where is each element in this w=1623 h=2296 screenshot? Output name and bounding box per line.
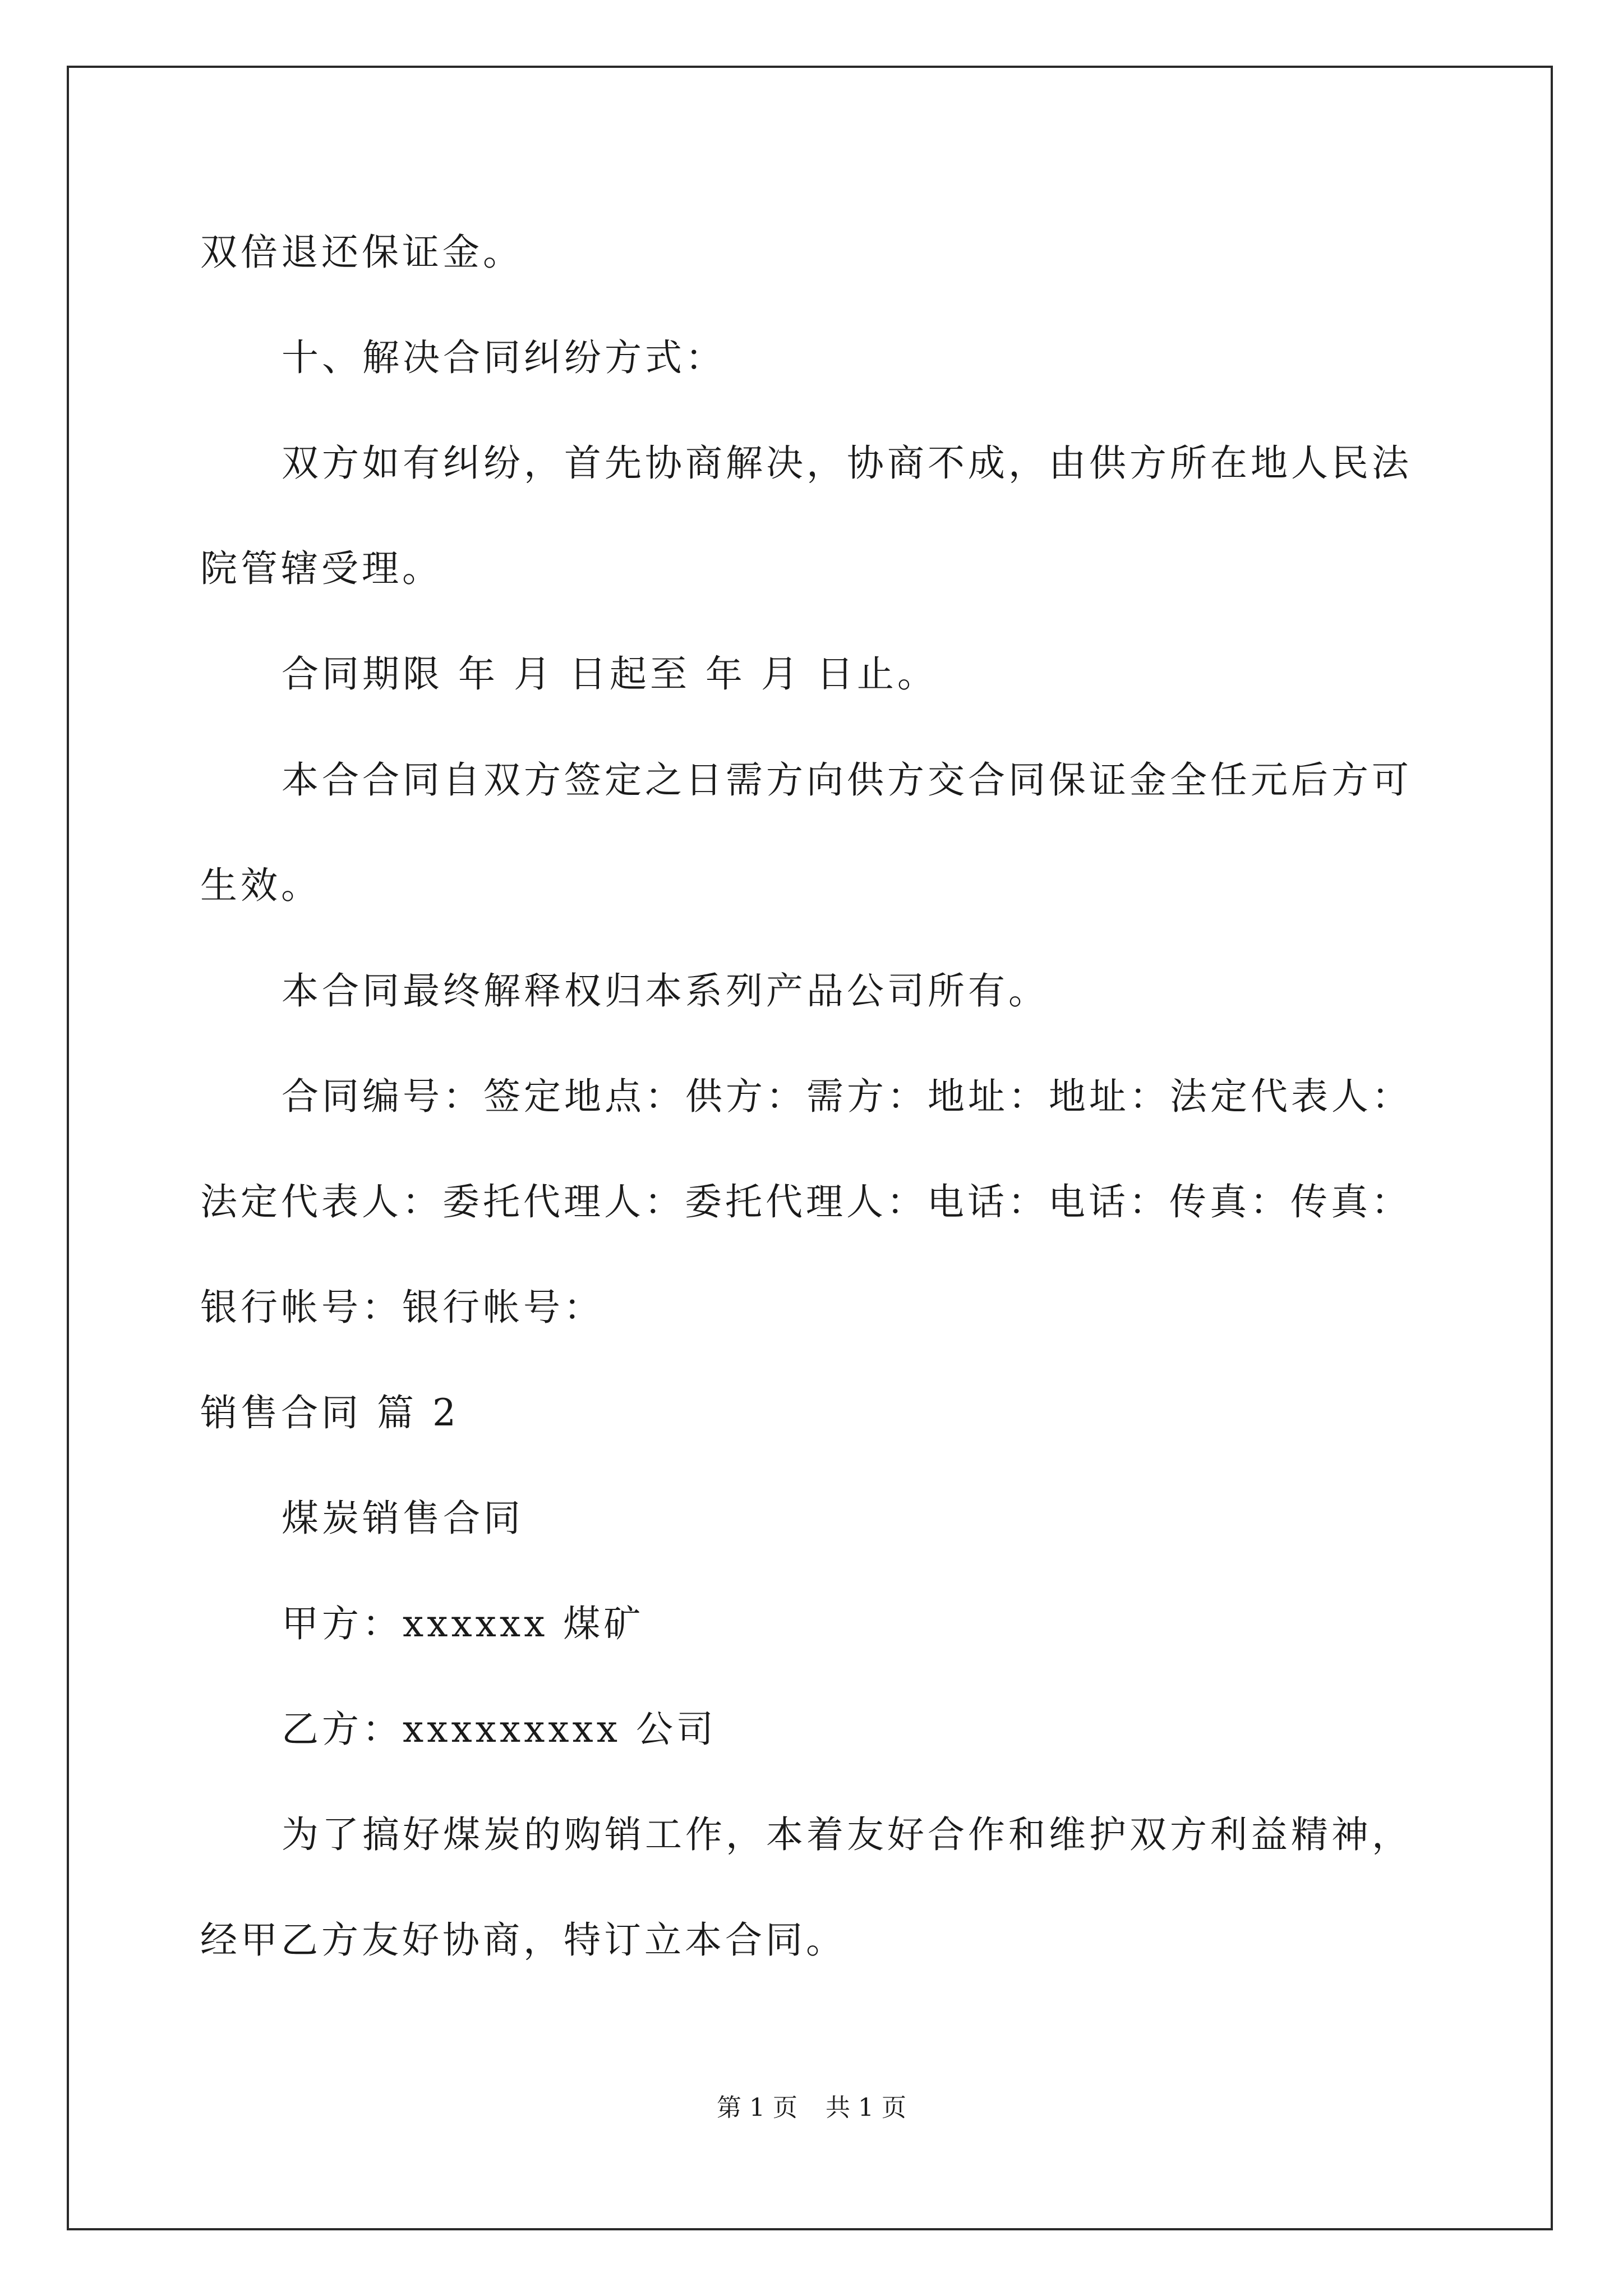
text-line: 为了搞好煤炭的购销工作，本着友好合作和维护双方利益精神， [282, 1813, 1412, 1856]
text-line: 合同期限 年 月 日起至 年 月 日止。 [282, 652, 938, 696]
text-line: 本合合同自双方签定之日需方向供方交合同保证金全任元后方可 [282, 758, 1412, 802]
party-b: 乙方：xxxxxxxxx 公司 [282, 1708, 717, 1751]
current-page-number: 第 1 页 [717, 2093, 797, 2122]
text-line: 银行帐号：银行帐号： [200, 1286, 604, 1329]
page-border [67, 66, 1553, 2230]
party-a: 甲方：xxxxxx 煤矿 [282, 1602, 644, 1645]
total-pages: 共 1 页 [826, 2093, 906, 2122]
text-line: 院管辖受理。 [200, 547, 442, 590]
text-line: 双方如有纠纷，首先协商解决，协商不成，由供方所在地人民法 [282, 441, 1412, 485]
text-line: 法定代表人：委托代理人：委托代理人：电话：电话：传真：传真： [200, 1180, 1412, 1223]
text-line: 本合同最终解释权归本系列产品公司所有。 [282, 969, 1049, 1013]
page-footer [0, 2091, 1623, 2125]
text-line: 经甲乙方友好协商，特订立本合同。 [200, 1918, 846, 1962]
section-heading: 十、解决合同纠纷方式： [282, 336, 726, 379]
section-title: 销售合同 篇 2 [200, 1391, 459, 1434]
contract-title: 煤炭销售合同 [282, 1497, 524, 1540]
text-line: 合同编号：签定地点：供方：需方：地址：地址：法定代表人： [282, 1075, 1412, 1118]
text-line: 生效。 [200, 864, 321, 907]
text-line: 双倍退还保证金。 [200, 231, 523, 274]
